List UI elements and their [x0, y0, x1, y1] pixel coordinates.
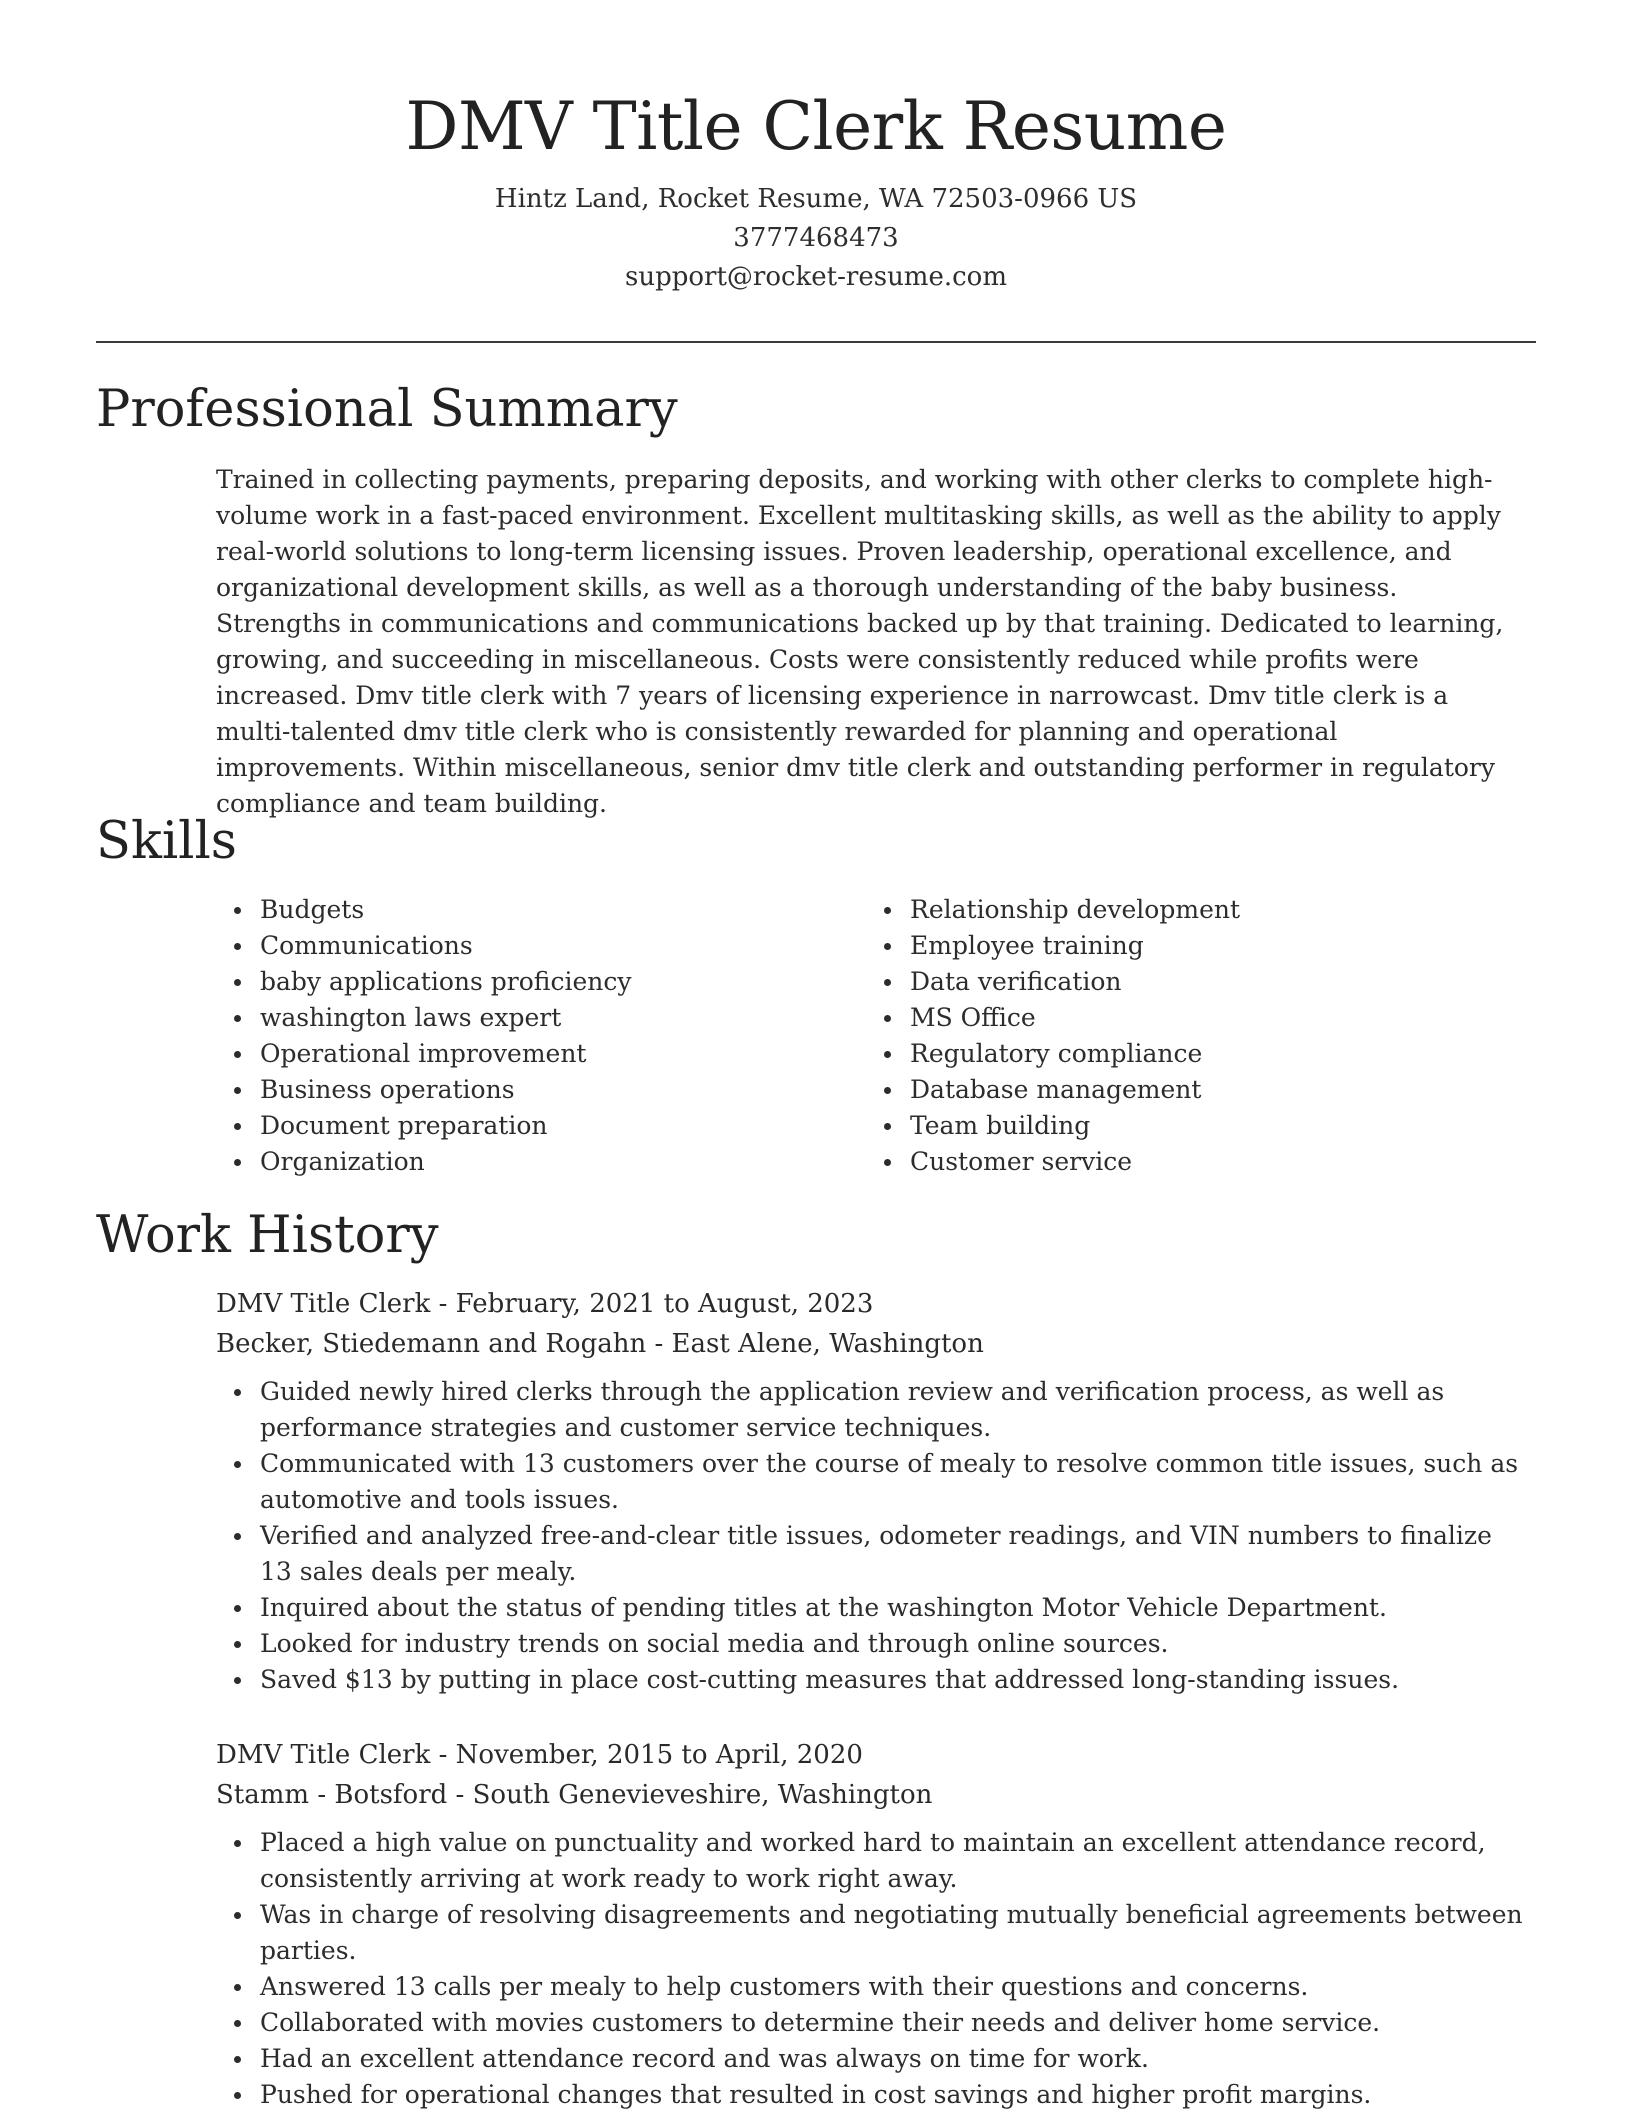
- job-bullet: Collaborated with movies customers to determine their needs and deliver home service.: [216, 2005, 1526, 2041]
- skill-item: Database management: [866, 1072, 1486, 1108]
- job-entry: [216, 1735, 1536, 2113]
- skill-item: Regulatory compliance: [866, 1036, 1486, 1072]
- job-bullet: Looked for industry trends on social media and through online sources.: [216, 1626, 1526, 1662]
- job-bullet: Inquired about the status of pending titles at the washington Motor Vehicle Department.: [216, 1590, 1526, 1626]
- job-bullet: Placed a high value on punctuality and worked hard to maintain an excellent attendance record, consistently arriving at work ready to work right away.: [216, 1825, 1526, 1897]
- skill-item: Communications: [216, 928, 836, 964]
- header-divider: [96, 341, 1536, 343]
- job-bullet-list: [216, 1825, 1526, 2113]
- skill-item: Business operations: [216, 1072, 836, 1108]
- resume-header: [96, 84, 1536, 297]
- job-bullet: Guided newly hired clerks through the application review and verification process, as well as performance strategies and customer service techniques.: [216, 1374, 1526, 1446]
- skill-item: Data verification: [866, 964, 1486, 1000]
- skill-item: Operational improvement: [216, 1036, 836, 1072]
- job-title: DMV Title Clerk - February, 2021 to August, 2023: [216, 1289, 874, 1319]
- skill-item: Organization: [216, 1144, 836, 1180]
- skill-item: Team building: [866, 1108, 1486, 1144]
- job-title: DMV Title Clerk - November, 2015 to April, 2020: [216, 1740, 863, 1770]
- job-bullet: Had an excellent attendance record and was always on time for work.: [216, 2041, 1526, 2077]
- skill-item: Customer service: [866, 1144, 1486, 1180]
- job-bullet: Pushed for operational changes that resulted in cost savings and higher profit margins.: [216, 2077, 1526, 2113]
- skill-item: washington laws expert: [216, 1000, 836, 1036]
- job-bullet: Saved $13 by putting in place cost-cutting measures that addressed long-standing issues.: [216, 1662, 1526, 1698]
- job-company: Becker, Stiedemann and Rogahn - East Alene, Washington: [216, 1329, 984, 1359]
- skill-item: Relationship development: [866, 892, 1486, 928]
- job-entry: [216, 1284, 1536, 1698]
- contact-phone: 3777468473: [733, 223, 899, 253]
- work-history-heading: Work History: [96, 1206, 439, 1265]
- contact-email: support@rocket-resume.com: [624, 262, 1007, 292]
- skills-list-left: [216, 892, 836, 1180]
- job-bullet: Answered 13 calls per mealy to help customers with their questions and concerns.: [216, 1969, 1526, 2005]
- skills-list-right: [866, 892, 1486, 1180]
- summary-heading: Professional Summary: [96, 380, 678, 439]
- job-bullet: Communicated with 13 customers over the course of mealy to resolve common title issues, such as automotive and tools issues.: [216, 1446, 1526, 1518]
- resume-title: DMV Title Clerk Resume: [405, 88, 1227, 165]
- job-bullet: Verified and analyzed free-and-clear title issues, odometer readings, and VIN numbers to finalize 13 sales deals per mealy.: [216, 1518, 1526, 1590]
- skill-item: baby applications proficiency: [216, 964, 836, 1000]
- skill-item: Document preparation: [216, 1108, 836, 1144]
- job-bullet: Was in charge of resolving disagreements and negotiating mutually beneficial agreements between parties.: [216, 1897, 1526, 1969]
- summary-text: Trained in collecting payments, preparing deposits, and working with other clerks to complete high-volume work in a fast-paced environment. Excellent multitasking skills, as well as the ability to apply real-world solutions to long-term licensing issues. Proven leadership, operational excellence, and organizational development skills, as well as a thorough understanding of the baby business. Strengths in communications and communications backed up by that training. Dedicated to learning, growing, and succeeding in miscellaneous. Costs were consistently reduced while profits were increased. Dmv title clerk with 7 years of licensing experience in narrowcast. Dmv title clerk is a multi-talented dmv title clerk who is consistently rewarded for planning and operational improvements. Within miscellaneous, senior dmv title clerk and outstanding performer in regulatory compliance and team building.: [216, 465, 1504, 818]
- skill-item: Budgets: [216, 892, 836, 928]
- contact-info: [96, 180, 1536, 297]
- skills-heading: Skills: [96, 812, 237, 871]
- contact-address: Hintz Land, Rocket Resume, WA 72503-0966 US: [494, 184, 1138, 214]
- job-company: Stamm - Botsford - South Genevieveshire, Washington: [216, 1780, 933, 1810]
- skill-item: MS Office: [866, 1000, 1486, 1036]
- job-bullet-list: [216, 1374, 1526, 1698]
- skill-item: Employee training: [866, 928, 1486, 964]
